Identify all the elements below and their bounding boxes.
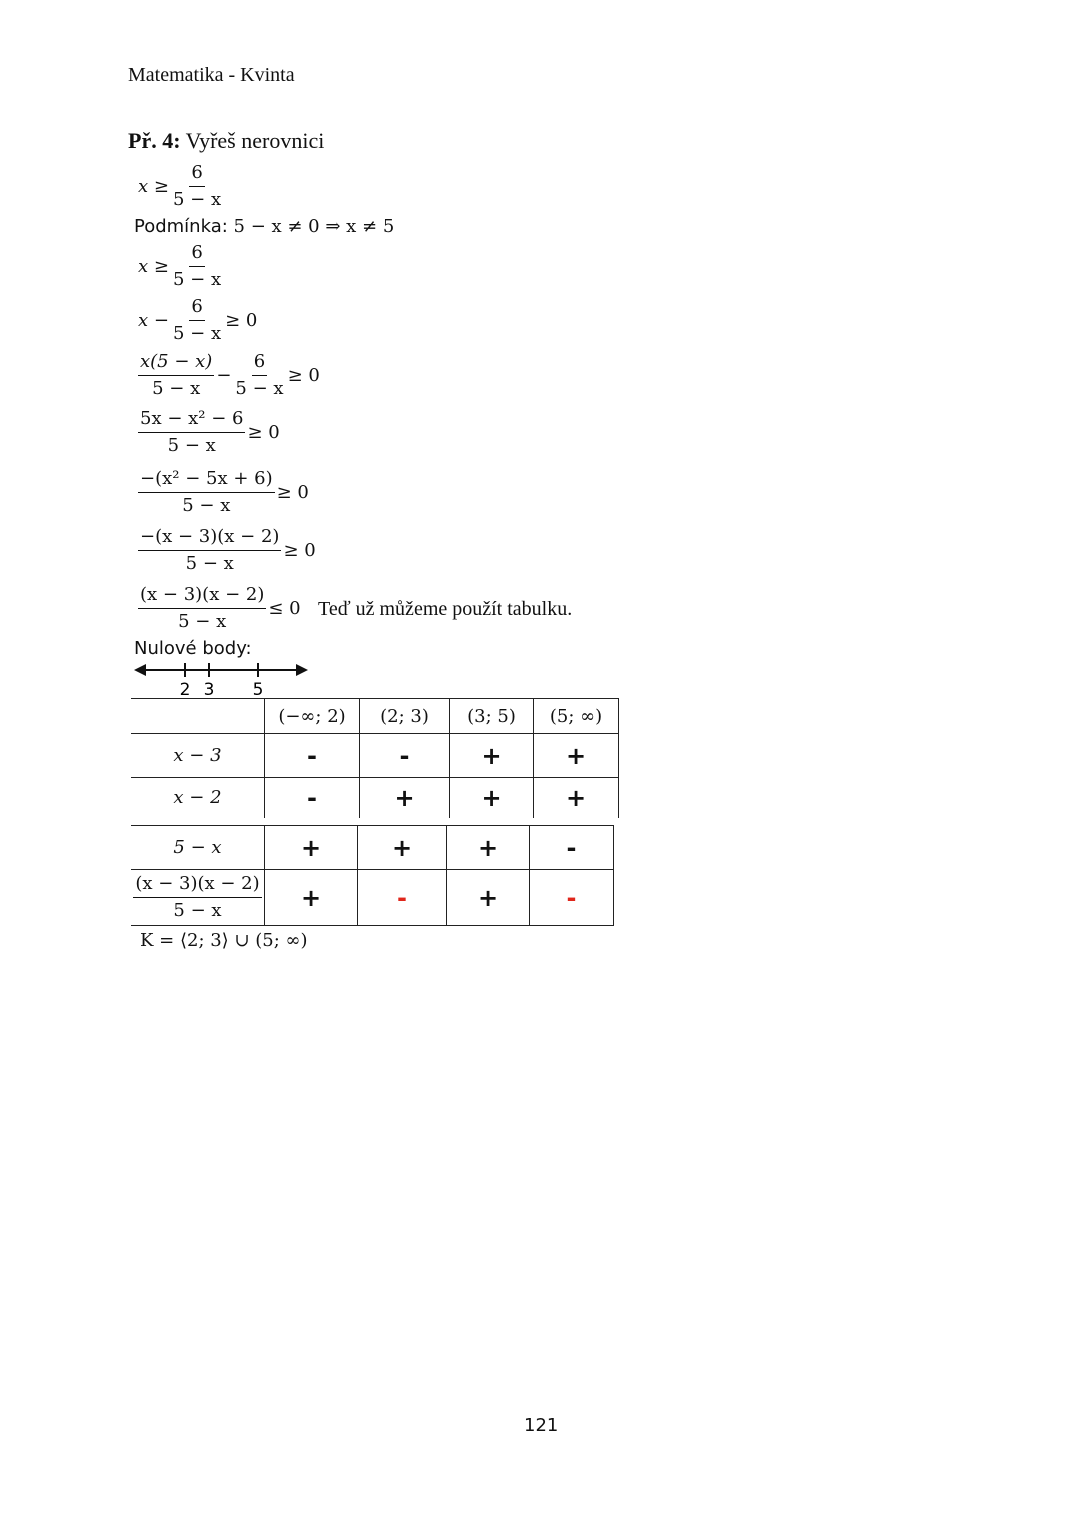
condition-expr: 5 − x ≠ 0 ⇒ x ≠ 5 bbox=[233, 216, 395, 237]
table-row bbox=[131, 826, 614, 870]
task-text: Vyřeš nerovnici bbox=[185, 128, 325, 153]
step-1-lhs: x ≥ bbox=[138, 176, 169, 197]
step-4-numerator-2: 6 bbox=[252, 351, 267, 376]
table-row bbox=[131, 778, 619, 818]
tick-label-2: 2 bbox=[179, 680, 191, 700]
row-label-x-3: x − 3 bbox=[131, 734, 265, 778]
step-4-fraction-2 bbox=[233, 351, 285, 400]
sign-cell: + bbox=[447, 870, 530, 926]
sign-cell: + bbox=[534, 734, 619, 778]
sign-cell: + bbox=[265, 870, 358, 926]
step-2 bbox=[138, 242, 223, 291]
step-8-numerator: (x − 3)(x − 2) bbox=[138, 584, 266, 609]
sign-cell: - bbox=[265, 778, 360, 818]
sign-cell: + bbox=[265, 826, 358, 870]
sign-cell: + bbox=[450, 734, 534, 778]
condition-line bbox=[134, 216, 394, 237]
step-4-denominator-2: 5 − x bbox=[235, 378, 284, 399]
step-4-fraction-1 bbox=[138, 351, 214, 400]
sign-cell: + bbox=[358, 826, 447, 870]
page-number: 121 bbox=[524, 1415, 559, 1436]
step-7-fraction bbox=[138, 526, 281, 575]
step-8-fraction bbox=[138, 584, 266, 633]
sign-cell: + bbox=[450, 778, 534, 818]
result-fraction-numerator: (x − 3)(x − 2) bbox=[133, 873, 261, 898]
step-6-numerator: −(x² − 5x + 6) bbox=[138, 468, 275, 493]
step-8-rhs: ≤ 0 bbox=[268, 598, 301, 619]
sign-cell-negative: - bbox=[530, 870, 614, 926]
sign-cell: + bbox=[360, 778, 450, 818]
sign-table-1 bbox=[131, 698, 619, 818]
step-3 bbox=[138, 296, 257, 345]
step-6-fraction bbox=[138, 468, 275, 517]
sign-cell: - bbox=[360, 734, 450, 778]
task-heading bbox=[128, 128, 324, 154]
interval-1: (−∞; 2) bbox=[265, 699, 360, 734]
step-7-rhs: ≥ 0 bbox=[283, 540, 316, 561]
step-5-denominator: 5 − x bbox=[167, 435, 216, 456]
step-4-denominator-1: 5 − x bbox=[152, 378, 201, 399]
corner-cell bbox=[131, 699, 265, 734]
number-line-right-arrow bbox=[296, 664, 308, 676]
table-row bbox=[131, 734, 619, 778]
interval-4: (5; ∞) bbox=[534, 699, 619, 734]
step-1 bbox=[138, 162, 223, 211]
running-header: Matematika - Kvinta bbox=[128, 64, 295, 86]
step-4-operator: − bbox=[216, 365, 232, 386]
step-7-numerator: −(x − 3)(x − 2) bbox=[138, 526, 281, 551]
result-fraction bbox=[133, 873, 261, 922]
step-7-denominator: 5 − x bbox=[185, 553, 234, 574]
step-7 bbox=[138, 526, 316, 575]
step-2-fraction bbox=[171, 242, 223, 291]
step-2-denominator: 5 − x bbox=[172, 269, 222, 290]
sign-cell: - bbox=[530, 826, 614, 870]
zero-points-label: Nulové body: bbox=[134, 638, 252, 659]
step-3-rhs: ≥ 0 bbox=[225, 310, 258, 331]
step-3-numerator: 6 bbox=[189, 296, 204, 321]
step-8 bbox=[138, 584, 301, 633]
task-label: Př. 4: bbox=[128, 128, 181, 153]
step-3-lhs: x − bbox=[138, 310, 169, 331]
sign-cell: + bbox=[447, 826, 530, 870]
step-5 bbox=[138, 408, 280, 457]
result-set: K = ⟨2; 3⟩ ∪ (5; ∞) bbox=[140, 930, 308, 951]
step-4 bbox=[138, 351, 320, 400]
step-1-fraction bbox=[171, 162, 223, 211]
sign-table-2 bbox=[131, 825, 614, 926]
step-4-numerator-1: x(5 − x) bbox=[138, 351, 214, 376]
result-fraction-denominator: 5 − x bbox=[173, 900, 222, 921]
sign-cell: - bbox=[265, 734, 360, 778]
tick-label-5: 5 bbox=[252, 680, 264, 700]
step-3-fraction bbox=[171, 296, 223, 345]
interval-3: (3; 5) bbox=[450, 699, 534, 734]
step-2-lhs: x ≥ bbox=[138, 256, 169, 277]
step-2-numerator: 6 bbox=[189, 242, 204, 267]
step-6 bbox=[138, 468, 309, 517]
step-1-denominator: 5 − x bbox=[172, 189, 222, 210]
number-line bbox=[132, 660, 312, 700]
step-8-denominator: 5 − x bbox=[178, 611, 227, 632]
sign-cell-negative: - bbox=[358, 870, 447, 926]
step-6-rhs: ≥ 0 bbox=[276, 482, 309, 503]
step-5-fraction bbox=[138, 408, 245, 457]
step-6-denominator: 5 − x bbox=[182, 495, 231, 516]
step-8-remark: Teď už můžeme použít tabulku. bbox=[318, 598, 573, 620]
interval-header-row bbox=[131, 699, 619, 734]
step-5-numerator: 5x − x² − 6 bbox=[138, 408, 245, 433]
row-label-x-2: x − 2 bbox=[131, 778, 265, 818]
condition-label: Podmínka: bbox=[134, 216, 228, 237]
step-4-rhs: ≥ 0 bbox=[287, 365, 320, 386]
step-3-denominator: 5 − x bbox=[172, 323, 222, 344]
tick-label-3: 3 bbox=[203, 680, 215, 700]
step-1-numerator: 6 bbox=[189, 162, 204, 187]
sign-cell: + bbox=[534, 778, 619, 818]
step-5-rhs: ≥ 0 bbox=[247, 422, 280, 443]
interval-2: (2; 3) bbox=[360, 699, 450, 734]
table-row bbox=[131, 870, 614, 926]
number-line-left-arrow bbox=[134, 664, 146, 676]
row-label-fraction bbox=[131, 870, 265, 926]
row-label-5-x: 5 − x bbox=[131, 826, 265, 870]
